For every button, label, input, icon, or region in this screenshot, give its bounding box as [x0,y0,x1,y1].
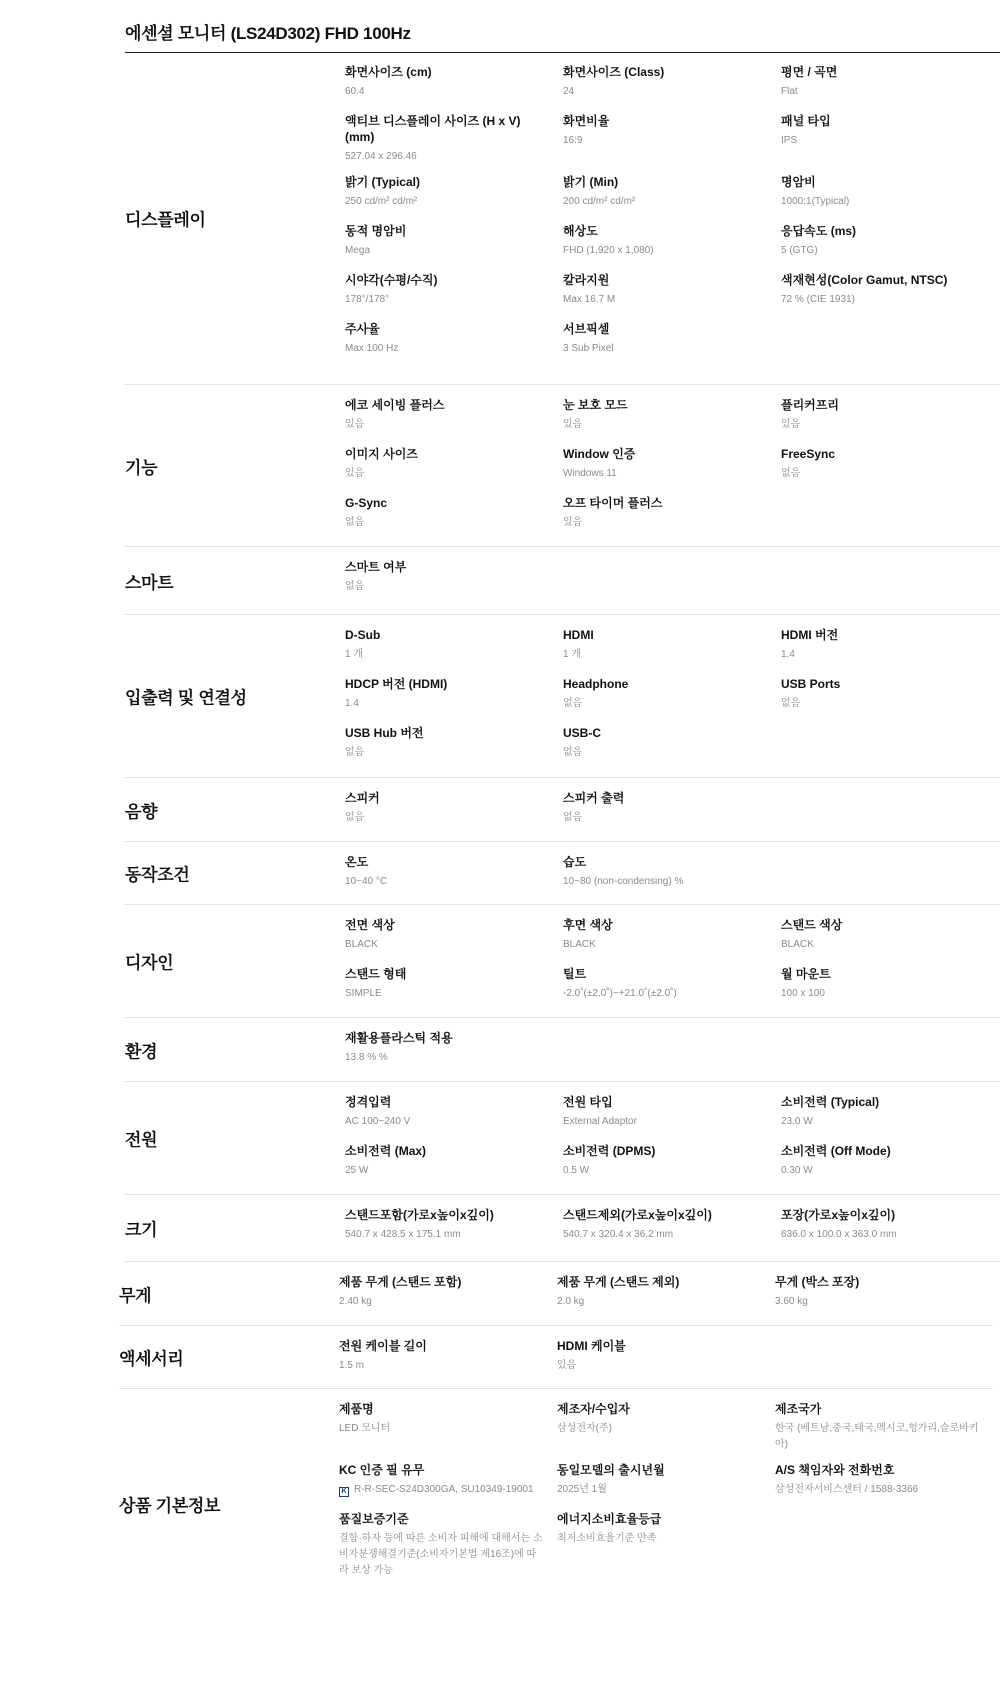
spec-label: 시야각(수평/수직) [345,273,438,287]
spec-label: 스탠드제외(가로x높이x깊이) [563,1208,712,1222]
spec-grid [345,790,1000,830]
spec-label: 해상도 [563,224,598,238]
spec-label: 월 마운트 [781,967,831,981]
spec-value: 1.4 [345,698,359,709]
spec-value: 있음 [557,1360,577,1371]
spec-item [563,321,781,361]
spec-label: 눈 보호 모드 [563,398,628,412]
spec-item [563,397,781,437]
spec-label: 화면비율 [563,114,610,128]
section-title: 음향 [125,802,158,821]
spec-value: Windows 11 [563,468,617,479]
spec-value: 178°/178° [345,294,390,305]
spec-label: Window 인증 [563,447,636,461]
spec-value: 527.04 x 296.46 [345,151,417,162]
spec-label: 포장(가로x높이x깊이) [781,1208,896,1222]
spec-section [125,547,1000,615]
spec-label: 명암비 [781,175,816,189]
spec-header [125,20,1000,53]
spec-item [781,446,1000,486]
spec-label: 소비전력 (Max) [345,1144,427,1158]
spec-item [345,113,563,165]
spec-label: G-Sync [345,496,388,510]
spec-item [775,1274,994,1314]
spec-item [345,1030,563,1070]
spec-item [557,1338,775,1378]
spec-value: Max 16.7 M [563,294,616,305]
spec-grid [345,917,1000,1006]
spec-item [345,1094,563,1134]
spec-item [781,174,1000,214]
spec-label: 제조국가 [775,1402,822,1416]
spec-label: 에너지소비효율등급 [557,1512,662,1526]
spec-label: 소비전력 (Off Mode) [781,1144,891,1158]
spec-label: 후면 색상 [563,918,613,932]
spec-value: 없음 [345,747,365,758]
spec-value: AC 100~240 V [345,1116,411,1127]
spec-section [125,905,1000,1018]
spec-value: 한국 (베트남,중국,태국,멕시코,헝가리,슬로바키아) [775,1423,979,1450]
spec-item [345,223,563,263]
spec-item [557,1274,775,1314]
spec-item [339,1401,557,1453]
spec-value: 2.40 kg [339,1296,372,1307]
spec-label: 화면사이즈 (Class) [563,65,665,79]
spec-label: 액티브 디스플레이 사이즈 (H x V) (mm) [345,114,521,144]
spec-value: 636.0 x 100.0 x 363.0 mm [781,1229,897,1240]
spec-grid [345,397,1000,535]
spec-value: 0.5 W [563,1165,590,1176]
spec-value: 3 Sub Pixel [563,343,614,354]
spec-label: 동일모델의 출시년월 [557,1463,665,1477]
spec-label: 스탠드포함(가로x높이x깊이) [345,1208,494,1222]
spec-label: 제품 무게 (스탠드 제외) [557,1275,680,1289]
spec-value: BLACK [563,939,596,950]
spec-item [345,917,563,957]
spec-label: 스탠드 형태 [345,967,407,981]
spec-label: 오프 타이머 플러스 [563,496,663,510]
spec-item [781,1094,1000,1134]
page-title: 에센셜 모니터 (LS24D302) FHD 100Hz [125,24,411,43]
spec-section [119,1326,993,1389]
spec-label: 스마트 여부 [345,560,407,574]
spec-item [781,272,1000,312]
spec-value: 3.60 kg [775,1296,808,1307]
spec-value: 60.4 [345,86,365,97]
spec-value: -2.0˚(±2.0˚)~+21.0˚(±2.0˚) [563,988,677,999]
spec-item [775,1462,994,1502]
spec-value: 10~40 °C [345,876,388,887]
spec-item [563,1207,781,1247]
spec-label: 패널 타입 [781,114,831,128]
spec-item [563,272,781,312]
spec-value: 있음 [345,419,365,430]
spec-value: 없음 [345,812,365,823]
spec-label: 색재현성(Color Gamut, NTSC) [781,273,948,287]
spec-item [345,966,563,1006]
spec-value: Mega [345,245,371,256]
spec-label: 제품 무게 (스탠드 포함) [339,1275,462,1289]
spec-grid [345,1207,1000,1247]
spec-item [345,725,563,765]
spec-value: Flat [781,86,798,97]
spec-item [563,790,781,830]
spec-item [557,1462,775,1502]
spec-label: D-Sub [345,628,381,642]
spec-item [563,725,781,765]
spec-item [345,321,563,361]
spec-section [119,1389,993,1619]
spec-section [125,778,1000,842]
spec-value: BLACK [345,939,378,950]
spec-item [563,676,781,716]
spec-value: 삼성전자(주) [557,1423,612,1434]
spec-item [563,966,781,1006]
spec-value: IPS [781,135,798,146]
spec-item [775,1401,994,1453]
spec-section [125,1018,1000,1082]
spec-value: 16:9 [563,135,583,146]
spec-section [125,842,1000,905]
spec-value: 13.8 % % [345,1052,388,1063]
spec-item [781,64,1000,104]
spec-label: HDMI 버전 [781,628,839,642]
spec-label: 화면사이즈 (cm) [345,65,432,79]
spec-item [345,559,563,599]
spec-grid [339,1274,994,1314]
spec-item [345,174,563,214]
section-title: 동작조건 [125,865,190,885]
spec-item [781,917,1000,957]
spec-item [781,397,1000,437]
spec-section [125,385,1000,547]
spec-value: FHD (1,920 x 1,080) [563,245,654,256]
section-title: 상품 기본정보 [119,1496,221,1516]
section-title: 기능 [125,458,158,477]
spec-value: 1.5 m [339,1360,365,1371]
spec-value: Max 100 Hz [345,343,399,354]
section-title: 스마트 [125,573,174,592]
spec-value: 540.7 x 320.4 x 36.2 mm [563,1229,674,1240]
spec-grid [339,1401,994,1579]
section-title: 무게 [119,1286,152,1305]
spec-section [125,1195,1000,1262]
spec-item [345,1207,563,1247]
spec-label: 서브픽셀 [563,322,610,336]
spec-value: 없음 [563,747,583,758]
spec-label: 스피커 출력 [563,791,625,805]
spec-label: 품질보증기준 [339,1512,409,1526]
spec-label: 정격입력 [345,1095,392,1109]
spec-section [125,1082,1000,1195]
spec-value: 0.30 W [781,1165,813,1176]
spec-value: 없음 [781,468,801,479]
spec-value: 25 W [345,1165,369,1176]
spec-label: 플리커프리 [781,398,839,412]
spec-value: 24 [563,86,575,97]
spec-label: 평면 / 곡면 [781,65,838,79]
spec-value: BLACK [781,939,814,950]
spec-value: 5 (GTG) [781,245,818,256]
spec-value: 없음 [345,581,365,592]
spec-item [563,174,781,214]
spec-label: 스탠드 색상 [781,918,843,932]
spec-item [781,1143,1000,1183]
spec-item [563,854,781,894]
spec-value: 없음 [563,698,583,709]
spec-value: 없음 [563,812,583,823]
spec-item [345,64,563,104]
spec-item [345,790,563,830]
spec-label: 에코 세이빙 플러스 [345,398,445,412]
spec-value: 결함·하자 등에 따른 소비자 피해에 대해서는 소비자분쟁해결기준(소비자기본법 제16조)에 따라 보상 가능 [339,1533,543,1576]
spec-value: 72 % (CIE 1931) [781,294,855,305]
section-title: 전원 [125,1130,158,1150]
spec-value: 540.7 x 428.5 x 175.1 mm [345,1229,461,1240]
section-title: 환경 [125,1042,158,1061]
spec-value: 삼성전자서비스센터 / 1588-3366 [775,1484,919,1495]
spec-item [339,1338,557,1378]
spec-label: 온도 [345,855,369,869]
spec-item [339,1274,557,1314]
spec-grid [345,627,1000,765]
spec-item [781,1207,1000,1247]
spec-item [563,113,781,165]
spec-value: 1000:1(Typical) [781,196,850,207]
spec-label: USB Ports [781,677,841,691]
spec-grid [345,854,1000,894]
spec-value: 250 cd/m² cd/m² [345,196,418,207]
spec-item [563,223,781,263]
spec-value: LED 모니터 [339,1423,391,1434]
spec-grid [345,559,1000,599]
section-title: 액세서리 [119,1349,184,1369]
section-title: 입출력 및 연결성 [125,688,247,708]
spec-item [345,446,563,486]
spec-label: HDMI [563,628,594,642]
spec-item [345,676,563,716]
spec-label: 밝기 (Min) [563,175,619,189]
spec-label: 응답속도 (ms) [781,224,857,238]
spec-item [345,272,563,312]
spec-value: 1 개 [563,649,581,660]
spec-item [563,495,781,535]
spec-label: 주사율 [345,322,380,336]
spec-section [119,1262,993,1326]
spec-item [563,627,781,667]
spec-value [339,1482,543,1498]
kc-certification-icon: K [339,1487,349,1497]
spec-value: 10~80 (non-condensing) % [563,876,684,887]
spec-item [781,223,1000,263]
spec-item [345,495,563,535]
spec-value: 1 개 [345,649,363,660]
spec-value: 있음 [345,468,365,479]
spec-item [781,676,1000,716]
spec-section [125,52,1000,385]
spec-label: 소비전력 (DPMS) [563,1144,656,1158]
spec-value: 없음 [345,517,365,528]
spec-label: HDMI 케이블 [557,1339,626,1353]
spec-label: 전면 색상 [345,918,395,932]
spec-label: A/S 책임자와 전화번호 [775,1463,895,1477]
spec-item [563,446,781,486]
spec-item [781,966,1000,1006]
spec-grid [345,1094,1000,1183]
section-title: 크기 [125,1220,158,1240]
spec-item [563,1094,781,1134]
spec-label: 소비전력 (Typical) [781,1095,880,1109]
spec-item [781,627,1000,667]
spec-item [563,64,781,104]
spec-item [345,854,563,894]
spec-section [125,615,1000,778]
spec-value: 있음 [563,419,583,430]
spec-label: KC 인증 필 유무 [339,1463,425,1477]
spec-label: 무게 (박스 포장) [775,1275,860,1289]
spec-item [345,1143,563,1183]
spec-grid [345,64,1000,361]
spec-value: 23.0 W [781,1116,813,1127]
spec-value: 2025년 1월 [557,1484,607,1495]
spec-item [345,627,563,667]
spec-item [563,1143,781,1183]
spec-label: 동적 명암비 [345,224,407,238]
spec-item [339,1511,557,1579]
spec-item [339,1462,557,1502]
spec-grid [345,1030,1000,1070]
spec-label: 이미지 사이즈 [345,447,418,461]
spec-label: 재활용플라스틱 적용 [345,1031,453,1045]
spec-value: External Adaptor [563,1116,637,1127]
spec-value: 있음 [563,517,583,528]
spec-label: 전원 케이블 길이 [339,1339,427,1353]
spec-item [557,1511,775,1579]
spec-label: FreeSync [781,447,836,461]
spec-label: USB Hub 버전 [345,726,424,740]
spec-value: 1.4 [781,649,795,660]
spec-value: 100 x 100 [781,988,825,999]
spec-label: 칼라지원 [563,273,610,287]
spec-value: 200 cd/m² cd/m² [563,196,636,207]
spec-label: 스피커 [345,791,380,805]
spec-label: Headphone [563,677,629,691]
spec-value: 2.0 kg [557,1296,585,1307]
section-title: 디자인 [125,953,174,973]
spec-label: 밝기 (Typical) [345,175,420,189]
section-title: 디스플레이 [125,210,206,230]
spec-item [781,113,1000,165]
spec-value: SIMPLE [345,988,382,999]
kc-certification-number: R-R-SEC-S24D300GA, SU10349-19001 [354,1484,534,1495]
spec-value: 최저소비효율기준 만족 [557,1533,657,1544]
spec-value: 있음 [781,419,801,430]
spec-label: 제조자/수입자 [557,1402,630,1416]
spec-label: 틸트 [563,967,587,981]
spec-label: HDCP 버전 (HDMI) [345,677,448,691]
spec-item [345,397,563,437]
spec-item [557,1401,775,1453]
spec-item [563,917,781,957]
spec-label: USB-C [563,726,601,740]
spec-grid [339,1338,994,1378]
spec-label: 전원 타입 [563,1095,613,1109]
spec-label: 제품명 [339,1402,374,1416]
spec-value: 없음 [781,698,801,709]
spec-label: 습도 [563,855,587,869]
